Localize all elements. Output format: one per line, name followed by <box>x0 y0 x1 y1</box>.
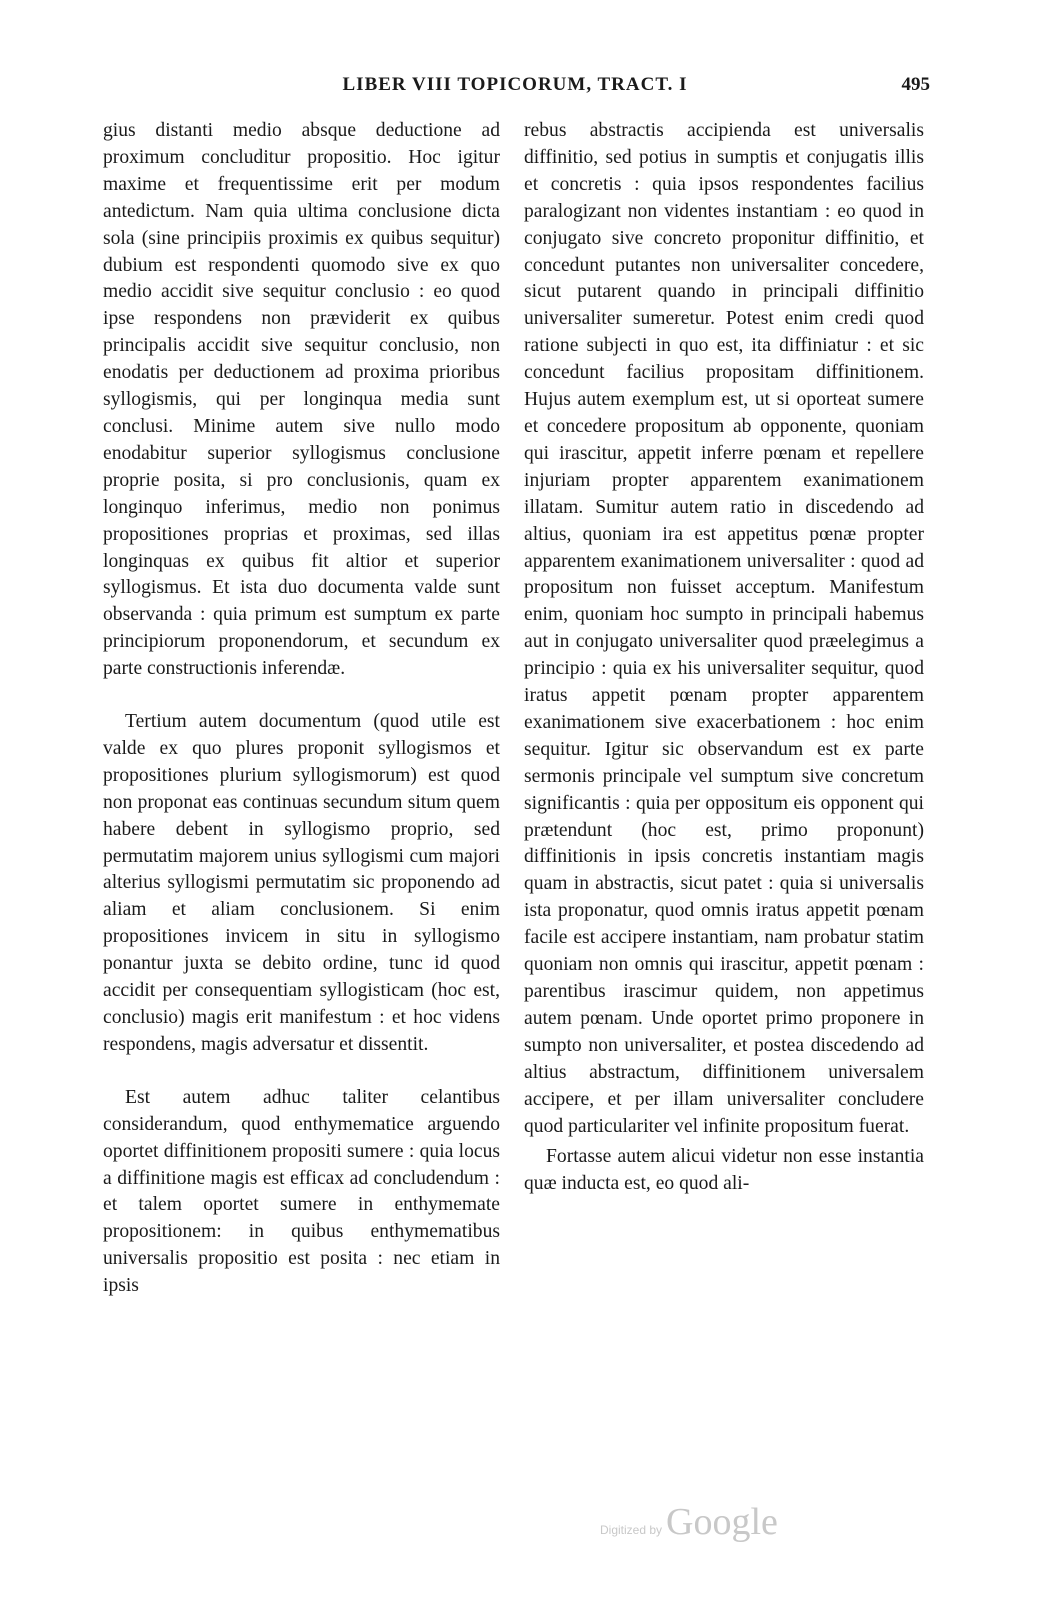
google-logo: Google <box>666 1501 778 1543</box>
right-paragraph-2: Fortasse autem alicui videtur non esse instantia quæ inducta est, eo quod ali- <box>524 1146 924 1195</box>
left-paragraph-1: gius distanti medio absque deductione ad proximum concluditur propositio. Hoc igitur maxime et frequentissime erit per modum antedictum. Nam quia ultima conclusione dicta sola (sine principiis proximis ex quibus sequitur) dubium est respondenti quomodo sive ex quo medio accidit sive sequitur conclusio : eo quod ipse respondens non præviderit ex quibus principalis accidit sive sequitur conclusio, non enodatis per deductionem ad proxima prioribus syllogismis, qui per longinqua media sunt conclusi. Minime autem sive nullo modo enodabitur superior syllogismus conclusione proprie posita, si pro conclusionis, quam ex longinquo inferimus, medio non ponimus propositiones proprias et proximas, sed illas longinquas ex quibus fit altior et superior syllogismus. Et ista duo documenta valde sunt observanda : quia primum est sumptum ex parte principiorum proponendorum, et secundum ex parte constructionis inferendæ. <box>103 120 500 680</box>
page-number: 495 <box>901 74 930 95</box>
left-paragraph-2: Tertium autem documentum (quod utile est valde ex quo plures proponit syllogismos et propositiones plurium syllogismorum) est quod non proponat eas continuas secundum situm quem habere debent in syllogismo proprio, sed permutatim majorem unius syllogismi cum majori alterius syllogismi permutatim sic proponendo ad aliam et aliam conclusionem. Si enim propositiones invicem in situ in syllogismo ponantur juxta se debito ordine, tunc id quod accidit per consequentiam syllogisticam (hoc est, conclusio) magis erit manifestum : et hoc videns respondens, magis adversatur et dissentit. <box>103 711 500 1055</box>
right-paragraph-1: rebus abstractis accipienda est universalis diffinitio, sed potius in sumptis et conjugatis illis et concretis : quia ipsos respondentes facilius paralogizant non videntes instantiam : eo quod in conjugato sive concreto proponitur diffinitio, et concedunt putantes non universaliter concedere, sicut putarent quando in principali diffinitio universaliter sumeretur. Potest enim credi quod ratione subjecti in quo est, ita diffiniatur : et sic concedunt facilius propositam diffinitionem. Hujus autem exemplum est, ut si oporteat sumere et concedere propositum ab opponente, quoniam qui irascitur, appetit inferre pœnam et repellere injuriam propter apparentem exanimationem illatam. Sumitur autem ratio in discedendo ad altius, quoniam ira est appetitus pœnæ propter apparentem exanimationem universaliter : quod ad propositum non fuisset acceptum. Manifestum enim, quoniam hoc sumpto in principali habemus aut in conjugato universaliter quod præelegimus a principio : quia ex his universaliter sequitur, quod iratus appetit pœnam propter apparentem exanimationem sive exacerbationem : hoc enim sequitur. Igitur sic observandum est ex parte sermonis principale vel sumptum sive concretum significantis : quia per oppositum eis opponent qui prætendunt (hoc est, primo proponunt) diffinitionis in ipsis concretis instantiam magis quam in abstractis, sicut patet : quia si universalis ista proponatur, quod omnis iratus appetit pœnam facile est accipere instantiam, nam probatur statim quoniam non omnis qui irascitur, appetit pœnam : parentibus irascimur quidem, non appetimus autem pœnam. Unde oportet primo proponere in sumpto non universaliter, et postea discedendo ad altius abstractum, diffinitionem universalem accipere, et per illam universaliter concludere quod particulariter vel infinite propositum fuerat. <box>524 120 924 1137</box>
left-column <box>103 118 500 1300</box>
running-title: LIBER VIII TOPICORUM, TRACT. I <box>342 74 688 95</box>
left-paragraph-3: Est autem adhuc taliter celantibus considerandum, quod enthymematice arguendo oportet diffinitionem propositi sumere : quia locus a diffinitione magis est efficax ad concludendum : et talem oportet sumere in enthymemate propositionem: in quibus enthymematibus universalis propositio est posita : nec etiam in ipsis <box>103 1086 500 1297</box>
running-head <box>100 74 930 104</box>
digitized-by-google-watermark <box>600 1500 830 1550</box>
digitized-by-text: Digitized by <box>600 1523 663 1537</box>
right-column <box>524 118 924 1198</box>
